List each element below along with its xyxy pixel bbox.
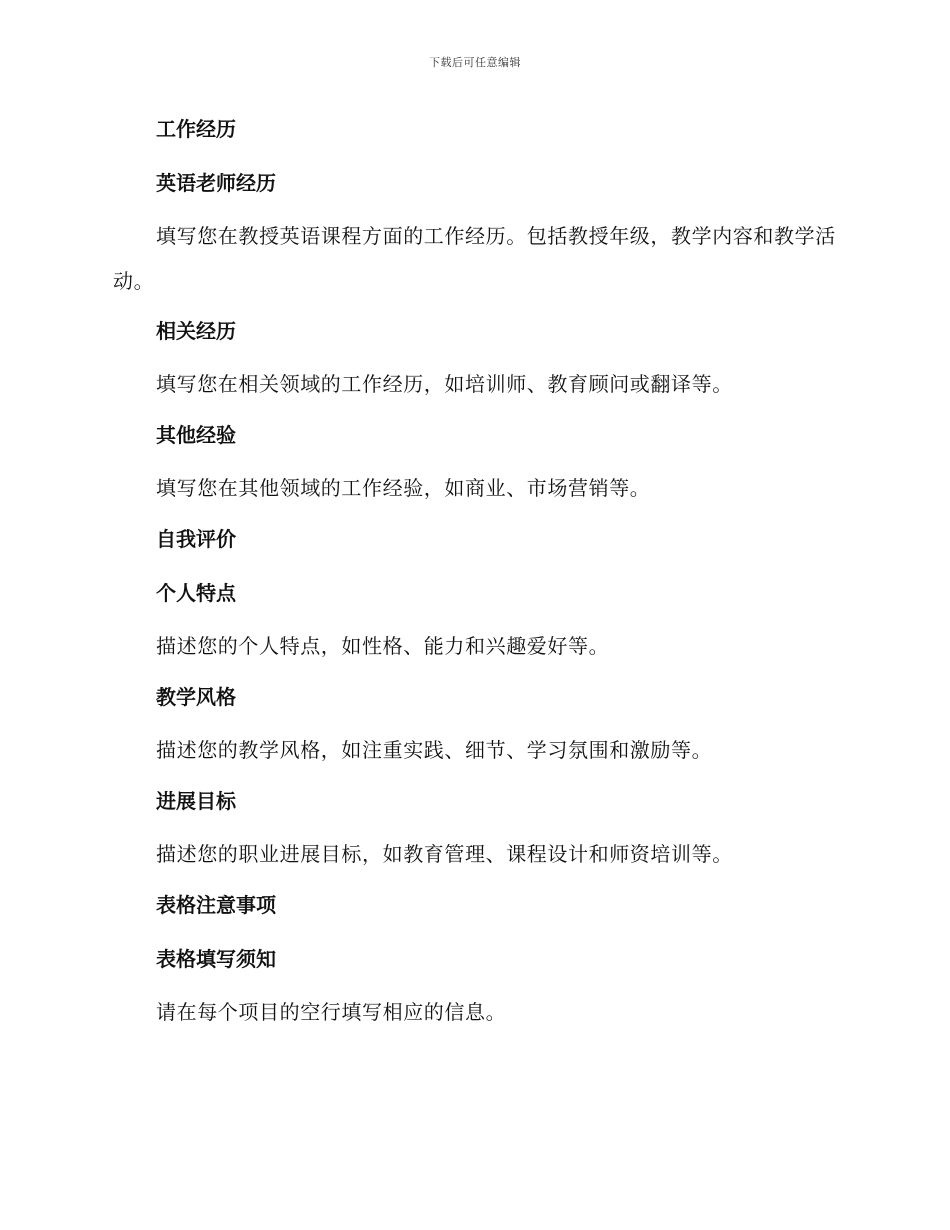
- heading-personal-traits: 个人特点: [156, 581, 236, 605]
- heading-career-goals: 进展目标: [156, 789, 236, 813]
- paragraph-personal-traits: 描述您的个人特点，如性格、能力和兴趣爱好等。: [156, 634, 610, 658]
- heading-related-experience: 相关经历: [156, 319, 236, 343]
- paragraph-form-filling-instructions: 请在每个项目的空行填写相应的信息。: [156, 1000, 507, 1024]
- paragraph-related-experience: 填写您在相关领域的工作经历，如培训师、教育顾问或翻译等。: [156, 372, 733, 396]
- heading-form-filling-instructions: 表格填写须知: [156, 947, 276, 971]
- document-body: [113, 110, 837, 1044]
- heading-work-experience: 工作经历: [156, 117, 236, 141]
- paragraph-career-goals: 描述您的职业进展目标，如教育管理、课程设计和师资培训等。: [156, 842, 733, 866]
- paragraph-teaching-style: 描述您的教学风格，如注重实践、细节、学习氛围和激励等。: [156, 738, 713, 762]
- heading-self-evaluation: 自我评价: [156, 527, 236, 551]
- paragraph-other-experience: 填写您在其他领域的工作经验，如商业、市场营销等。: [156, 476, 651, 500]
- heading-other-experience: 其他经验: [156, 423, 236, 447]
- heading-english-teacher-experience: 英语老师经历: [156, 171, 276, 195]
- paragraph-english-teacher-experience: 填写您在教授英语课程方面的工作经历。包括教授年级，教学内容和教学活动。: [113, 224, 836, 293]
- heading-teaching-style: 教学风格: [156, 685, 236, 709]
- page-header-note: 下载后可任意编辑: [429, 56, 521, 69]
- heading-form-notes: 表格注意事项: [156, 893, 276, 917]
